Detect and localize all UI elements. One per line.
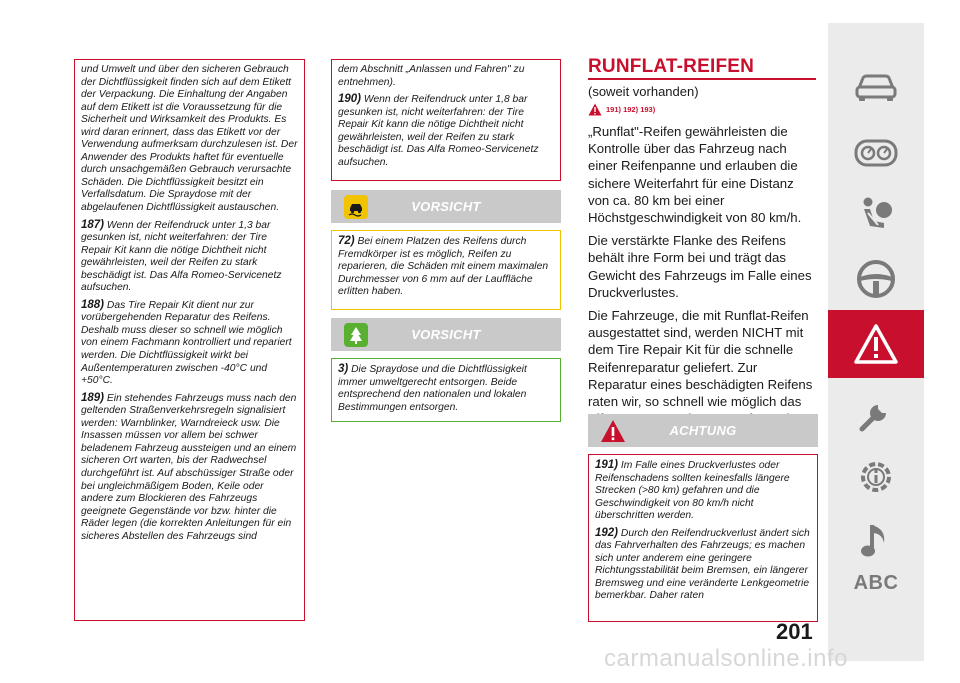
sidebar-item-technical-data[interactable] <box>828 445 924 509</box>
environment-box <box>331 358 561 422</box>
paragraph-continued: dem Abschnitt „Anlassen und Fahren" zu entnehmen). <box>338 64 525 88</box>
ref-number: 187) <box>81 218 105 231</box>
runflat-section <box>588 84 818 433</box>
body-paragraph: Die verstärkte Flanke des Reifens behält ihre Form bei und trägt das Gewicht des Fahrzeugs im Falle eines Druckverlustes. <box>588 233 812 300</box>
caution-box <box>331 230 561 310</box>
warning-continuation-box-2 <box>331 59 561 181</box>
wrench-icon <box>856 395 896 435</box>
refs-line <box>588 101 818 117</box>
heading-rule <box>588 78 816 80</box>
environment-header <box>331 318 561 351</box>
abc-index-icon: ABC <box>853 571 899 594</box>
sidebar-item-driving[interactable] <box>828 247 924 311</box>
ref-number: 188) <box>81 298 105 311</box>
paragraph-187: 187) Wenn der Reifendruck unter 1,3 bar gesunken ist, nicht weiterfahren: der Tire Repair Kit kann die nötige Dichtheit nicht gewährleisten, weil der Reifen zu stark beschädigt ist. Das Alfa Romeo-Servicenetz aufsuchen. <box>81 218 282 294</box>
caution-paragraph: 72) Bei einem Platzen des Reifens durch Fremdkörper ist es möglich, Reifen zu reparieren, die Schäden mit einem maximalen Durchmesser von 6 mm auf der Lauffläche erlitten haben. <box>338 235 549 298</box>
ref-number: 192) <box>595 526 619 539</box>
sidebar-item-emergency[interactable] <box>828 310 924 378</box>
dashboard-icon <box>854 139 898 167</box>
sidebar-item-dashboard[interactable] <box>828 121 924 185</box>
sidebar-item-safety[interactable] <box>828 183 924 247</box>
body-paragraph: „Runflat"-Reifen gewährleisten die Kontrolle über das Fahrzeug nach einer Reifenpanne und erlauben die sichere Weiterfahrt für eine Distanz von ca. 80 km bei einer Höchstgeschwindigkeit von 80 km/h. <box>588 124 802 226</box>
small-warning-icon <box>588 103 602 116</box>
ref-number: 72) <box>338 235 355 247</box>
sidebar-item-maintenance[interactable] <box>828 383 924 447</box>
car-icon <box>854 72 898 102</box>
paragraph-190: 190) Wenn der Reifendruck unter 1,8 bar gesunken ist, nicht weiterfahren: der Tire Repair Kit kann die nötige Dichtheit nicht gewährleisten, weil der Reifen zu stark beschädigt ist. Das Alfa Romeo-Servicenetz aufsuchen. <box>338 93 539 168</box>
paragraph-189: 189) Ein stehendes Fahrzeugs muss nach den geltenden Straßenverkehrsregeln signalisiert werden: Warnblinker, Warndreieck usw. Die Insassen müssen vor allem bei schwer beladenem Fahrzeug aussteigen und an einem sicheren Ort warten, bis der Radwechsel durchgeführt ist. Auf abschüssiger Straße oder bei ungleichmäßigem Boden, Keile oder andere zum Blockieren des Fahrzeugs geeignete Gegenstände vor bzw. hinter die Räder legen (die korrekten Anleitungen für ein sicheres Abstellen des Fahrzeugs sind <box>81 391 297 542</box>
ref-number: 190) <box>338 93 362 106</box>
paragraph-0: und Umwelt und über den sicheren Gebrauch der Dichtflüssigkeit finden sich auf dem Etikett der Verpackung. Die Einhaltung der Angaben auf dem Etikett ist die Voraussetzung für die Sicherheit und Wirksamkeit des Produkts. Es wird daran erinnert, dass das Etikett vor der Verwendung aufmerksam durchzulesen ist. Der Anwender des Produkts haftet für eventuelle durch unsachgemäßen Gebrauch verursachte Schäden. Die Dichtflüssigkeit besitzt ein Verfallsdatum. Die Spraydose mit der abgelaufenen Dichtflüssigkeit austauschen. <box>81 64 298 214</box>
caution-header <box>331 190 561 223</box>
warning-triangle-icon <box>853 323 899 365</box>
sidebar-item-index[interactable] <box>828 551 924 615</box>
airbag-safety-icon <box>856 195 896 235</box>
paragraph-192: 192) Durch den Reifendruckverlust ändert sich das Fahrverhalten des Fahrzeugs; es machen sich unter anderem eine geringere Richtungsstabilität beim Bremsen, ein längerer Bremsweg und eine veränderte Lenkgeometrie bemerkbar. Daher raten <box>595 526 810 602</box>
paragraph-191: 191) Im Falle eines Druckverlustes oder Reifenschadens sollten keinesfalls längere Strecken (>80 km) gefahren und die Geschwindigkeit von 80 km/h nicht überschritten werden. <box>595 459 790 522</box>
warning-title: ACHTUNG <box>669 423 737 438</box>
chapter-sidebar <box>828 23 924 661</box>
ref-number: 3) <box>338 363 349 375</box>
caution-title: VORSICHT <box>411 199 481 214</box>
watermark: carmanualsonline.info <box>604 645 848 672</box>
warning-continuation-box <box>74 59 305 621</box>
ref-number: 191) <box>595 459 619 471</box>
ref-number: 189) <box>81 391 105 404</box>
section-heading: RUNFLAT-REIFEN <box>588 56 755 77</box>
gear-info-icon <box>856 457 896 497</box>
subheading: (soweit vorhanden) <box>588 84 699 99</box>
body-paragraph: Die Fahrzeuge, die mit Runflat-Reifen ausgestattet sind, werden NICHT mit dem Tire Repair Kit für die schnelle Reifenreparatur geliefert. Zur Reparatur eines beschädigten Reifens raten wir, so schnell wie möglich das <box>588 308 813 410</box>
paragraph-188: 188) Das Tire Repair Kit dient nur zur vorübergehenden Reparatur des Reifens. Deshalb muss dieser so schnell wie möglich von einem Fachmann kontrolliert und repariert werden. Die Dichtflüssigkeit wirkt bei Außentemperaturen zwischen -40°C und +50°C. <box>81 298 292 387</box>
steering-wheel-icon <box>856 259 896 299</box>
ref-list: 191) 192) 193) <box>606 104 656 114</box>
environment-paragraph: 3) Die Spraydose und die Dichtflüssigkeit immer umweltgerecht entsorgen. Beide entsprechend den nationalen und lokalen Bestimmungen entsorgen. <box>338 363 527 413</box>
warning-box <box>588 454 818 622</box>
sidebar-item-car[interactable] <box>828 55 924 119</box>
warning-header <box>588 414 818 447</box>
environment-title: VORSICHT <box>411 327 481 342</box>
page-number: 201 <box>776 619 813 644</box>
